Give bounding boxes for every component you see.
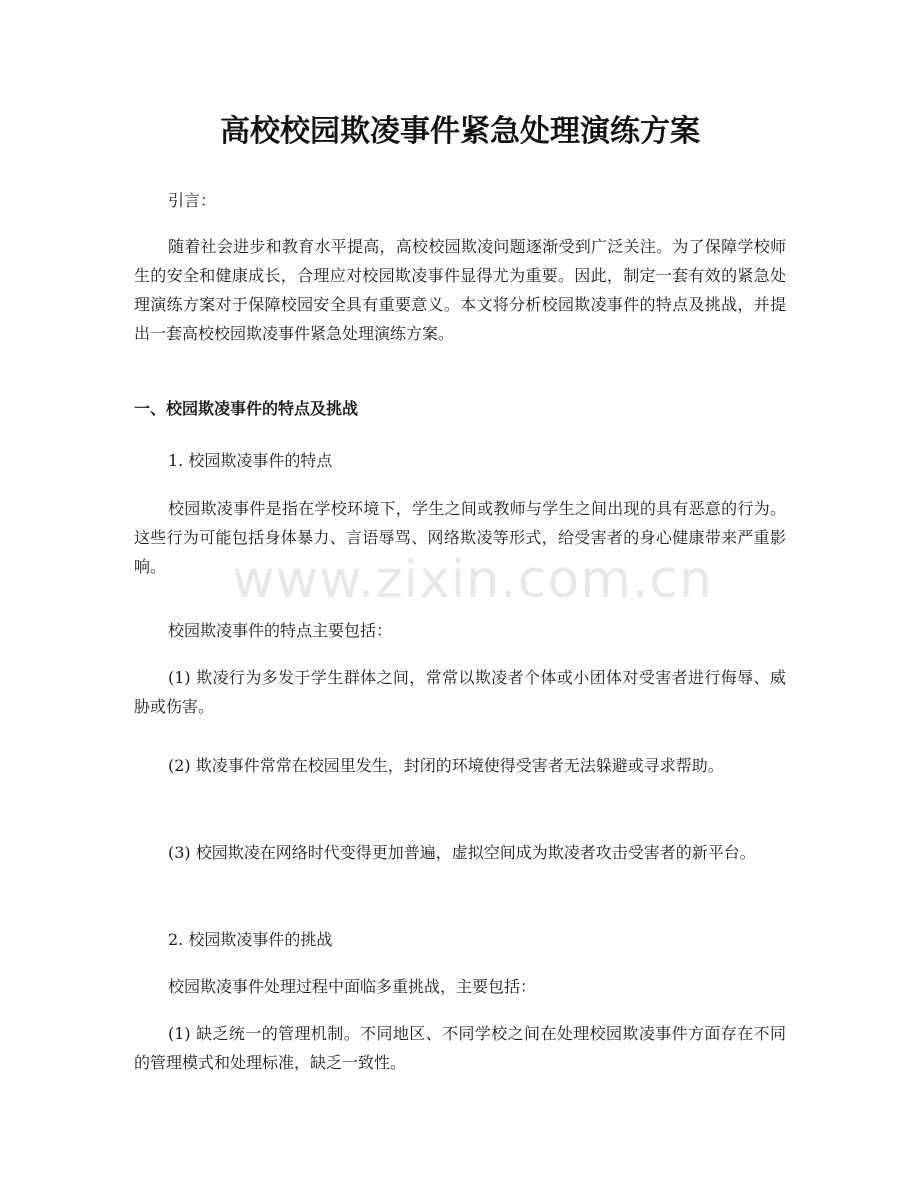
subsection-2-intro: 校园欺凌事件处理过程中面临多重挑战，主要包括：	[168, 977, 537, 996]
subsection-2-heading: 2. 校园欺凌事件的挑战	[168, 930, 333, 949]
subsection-1-intro: 校园欺凌事件的特点主要包括：	[168, 621, 393, 640]
intro-label: 引言：	[168, 191, 217, 210]
section-1-heading: 一、校园欺凌事件的特点及挑战	[134, 399, 359, 418]
subsection-1-heading: 1. 校园欺凌事件的特点	[168, 451, 333, 470]
subsection-1-definition: 校园欺凌事件是指在学校环境下，学生之间或教师与学生之间出现的具有恶意的行为。这些行为可能包括身体暴力、言语辱骂、网络欺凌等形式，给受害者的身心健康带来严重影响。	[134, 499, 786, 576]
subsection-2-item-1: (1) 缺乏统一的管理机制。不同地区、不同学校之间在处理校园欺凌事件方面存在不同的管理模式和处理标准，缺乏一致性。	[134, 1024, 786, 1072]
intro-paragraph: 随着社会进步和教育水平提高，高校校园欺凌问题逐渐受到广泛关注。为了保障学校师生的安全和健康成长，合理应对校园欺凌事件显得尤为重要。因此，制定一套有效的紧急处理演练方案对于保障校园安全具有重要意义。本文将分析校园欺凌事件的特点及挑战，并提出一套高校校园欺凌事件紧急处理演练方案。	[134, 237, 786, 343]
subsection-1-item-1: (1) 欺凌行为多发于学生群体之间，常常以欺凌者个体或小团体对受害者进行侮辱、威胁或伤害。	[134, 668, 786, 716]
document-title: 高校校园欺凌事件紧急处理演练方案	[220, 114, 700, 149]
watermark: www.zixin.com.cn	[232, 550, 713, 610]
subsection-1-item-2: (2) 欺凌事件常常在校园里发生，封闭的环境使得受害者无法躲避或寻求帮助。	[168, 756, 724, 775]
subsection-1-item-3: (3) 校园欺凌在网络时代变得更加普遍，虚拟空间成为欺凌者攻击受害者的新平台。	[168, 843, 756, 862]
